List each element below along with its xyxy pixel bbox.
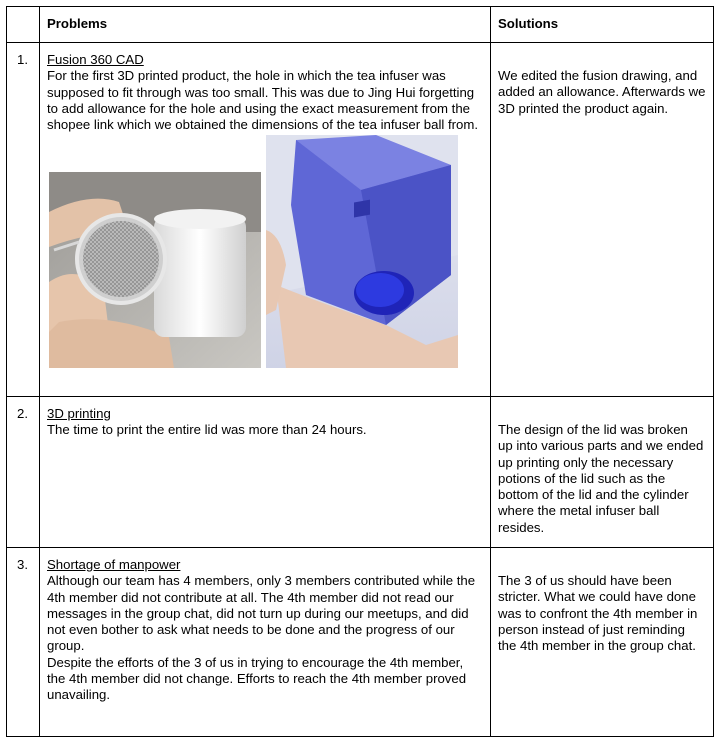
table-row bbox=[7, 43, 714, 397]
problem-text-continued: Despite the efforts of the 3 of us in trying to encourage the 4th member, the 4th member did not change. Efforts to reach the 4th member proved unavailing. bbox=[47, 654, 467, 703]
problem-cell bbox=[40, 43, 491, 397]
problem-photos bbox=[47, 135, 483, 371]
problem-text: Although our team has 4 members, only 3 members contributed while the 4th member did not contribute at all. The 4th member did not read our messages in the group chat, did not turn up during our meetups, and did not even bother to ask what needs to be done and the progress of our group. bbox=[47, 573, 476, 654]
row-number-cell bbox=[7, 548, 40, 737]
header-problems-cell bbox=[40, 7, 491, 43]
table-row bbox=[7, 548, 714, 737]
table-row bbox=[7, 397, 714, 548]
row-number: 1. bbox=[17, 52, 28, 67]
header-solutions: Solutions bbox=[498, 16, 559, 31]
row-number: 3. bbox=[17, 557, 28, 572]
header-row bbox=[7, 7, 714, 43]
blue-3d-printed-lid-photo bbox=[266, 135, 458, 368]
header-solutions-cell bbox=[491, 7, 714, 43]
solution-cell bbox=[491, 43, 714, 397]
row-number-cell bbox=[7, 43, 40, 397]
problem-title: 3D printing bbox=[47, 406, 111, 421]
problem-cell bbox=[40, 548, 491, 737]
tea-infuser-in-white-cylinder-photo bbox=[49, 172, 261, 368]
problem-cell bbox=[40, 397, 491, 548]
problem-text: The time to print the entire lid was more than 24 hours. bbox=[47, 422, 367, 438]
solution-cell bbox=[491, 548, 714, 737]
row-number: 2. bbox=[17, 406, 28, 421]
problem-title: Fusion 360 CAD bbox=[47, 52, 144, 67]
solution-text: The 3 of us should have been stricter. What we could have done was to confront the 4th member in person instead of just reminding the 4th member in the group chat. bbox=[498, 573, 698, 654]
problem-title: Shortage of manpower bbox=[47, 557, 181, 572]
header-problems: Problems bbox=[47, 16, 108, 31]
header-number-cell bbox=[7, 7, 40, 43]
solution-text: The design of the lid was broken up into various parts and we ended up printing only the necessary potions of the lid such as the bottom of the lid and the cylinder where the metal infuser ball resides. bbox=[498, 422, 704, 535]
row-number-cell bbox=[7, 397, 40, 548]
problems-solutions-table bbox=[6, 6, 714, 737]
problem-text: For the first 3D printed product, the hole in which the tea infuser was supposed to fit through was too small. This was due to Jing Hui forgetting to add allowance for the hole and using the exact measurement from the shopee link which we obtained the dimensions of the tea infuser ball from. bbox=[47, 68, 479, 133]
solution-cell bbox=[491, 397, 714, 548]
solution-text: We edited the fusion drawing, and added an allowance. Afterwards we 3D printed the product again. bbox=[498, 68, 706, 116]
